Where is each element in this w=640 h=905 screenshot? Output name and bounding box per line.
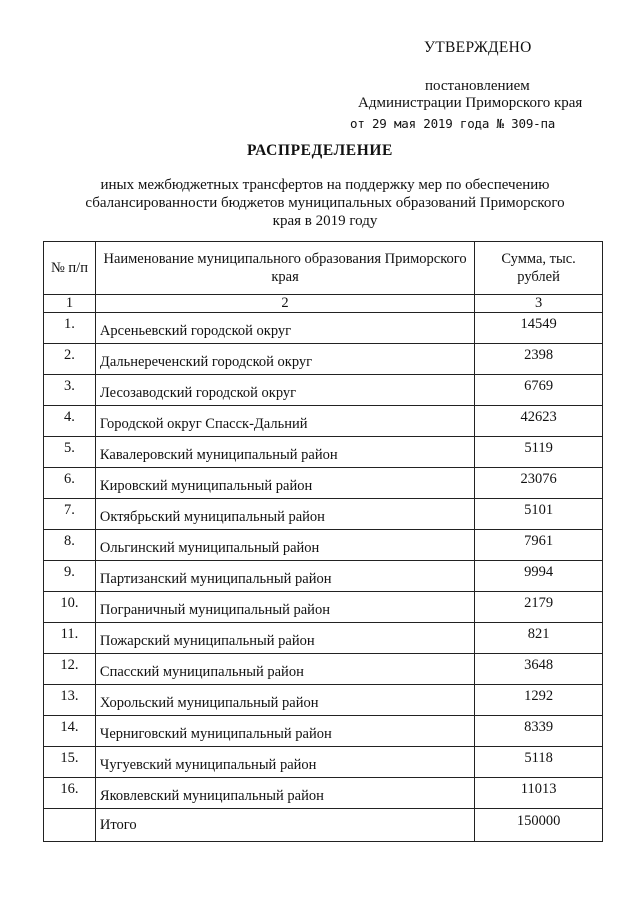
table-row (44, 437, 603, 468)
row-number: 12. (44, 654, 96, 685)
row-amount: 3648 (475, 654, 603, 685)
row-number: 15. (44, 747, 96, 778)
row-number: 11. (44, 623, 96, 654)
row-number: 5. (44, 437, 96, 468)
row-amount: 8339 (475, 716, 603, 747)
table-row (44, 623, 603, 654)
approval-stamp-title: УТВЕРЖДЕНО (424, 39, 532, 56)
row-number: 2. (44, 344, 96, 375)
row-number: 6. (44, 468, 96, 499)
approval-by-line: постановлением (425, 78, 530, 94)
approval-authority: Администрации Приморского края (358, 95, 583, 111)
row-amount: 5118 (475, 747, 603, 778)
column-index-1: 1 (44, 295, 96, 313)
row-municipality-name: Пожарский муниципальный район (95, 623, 474, 654)
row-municipality-name: Яковлевский муниципальный район (95, 778, 474, 809)
row-municipality-name: Спасский муниципальный район (95, 654, 474, 685)
table-row (44, 561, 603, 592)
table-row (44, 375, 603, 406)
row-number: 8. (44, 530, 96, 561)
total-number-empty (44, 809, 96, 842)
row-municipality-name: Партизанский муниципальный район (95, 561, 474, 592)
row-amount: 11013 (475, 778, 603, 809)
row-amount: 6769 (475, 375, 603, 406)
approval-date-number: от 29 мая 2019 года № 309-па (350, 116, 556, 131)
row-number: 1. (44, 313, 96, 344)
row-number: 9. (44, 561, 96, 592)
row-municipality-name: Кировский муниципальный район (95, 468, 474, 499)
row-number: 3. (44, 375, 96, 406)
table-row (44, 344, 603, 375)
table-total-row (44, 809, 603, 842)
table-row (44, 654, 603, 685)
table-header-row (44, 242, 603, 295)
row-number: 10. (44, 592, 96, 623)
row-number: 16. (44, 778, 96, 809)
row-amount: 9994 (475, 561, 603, 592)
row-amount: 23076 (475, 468, 603, 499)
row-municipality-name: Лесозаводский городской округ (95, 375, 474, 406)
row-municipality-name: Городской округ Спасск-Дальний (95, 406, 474, 437)
document-title: РАСПРЕДЕЛЕНИЕ (247, 142, 393, 159)
row-municipality-name: Хорольский муниципальный район (95, 685, 474, 716)
row-number: 14. (44, 716, 96, 747)
table-row (44, 499, 603, 530)
header-num: № п/п (44, 242, 96, 295)
table-row (44, 747, 603, 778)
row-number: 7. (44, 499, 96, 530)
column-index-3: 3 (475, 295, 603, 313)
row-number: 4. (44, 406, 96, 437)
table-row (44, 685, 603, 716)
row-amount: 14549 (475, 313, 603, 344)
row-amount: 2179 (475, 592, 603, 623)
table-row (44, 778, 603, 809)
column-index-2: 2 (95, 295, 474, 313)
row-amount: 1292 (475, 685, 603, 716)
table-row (44, 530, 603, 561)
row-amount: 5101 (475, 499, 603, 530)
table-row (44, 716, 603, 747)
row-municipality-name: Чугуевский муниципальный район (95, 747, 474, 778)
header-name: Наименование муниципального образования Приморского края (95, 242, 474, 295)
total-label: Итого (95, 809, 474, 842)
row-municipality-name: Арсеньевский городской округ (95, 313, 474, 344)
total-amount: 150000 (475, 809, 603, 842)
table-row (44, 468, 603, 499)
row-amount: 7961 (475, 530, 603, 561)
row-municipality-name: Кавалеровский муниципальный район (95, 437, 474, 468)
row-municipality-name: Дальнереченский городской округ (95, 344, 474, 375)
table-row (44, 406, 603, 437)
row-municipality-name: Октябрьский муниципальный район (95, 499, 474, 530)
table-row (44, 592, 603, 623)
row-number: 13. (44, 685, 96, 716)
distribution-table (43, 241, 603, 842)
row-amount: 2398 (475, 344, 603, 375)
row-amount: 821 (475, 623, 603, 654)
row-amount: 5119 (475, 437, 603, 468)
row-amount: 42623 (475, 406, 603, 437)
header-sum: Сумма, тыс. рублей (475, 242, 603, 295)
column-index-row (44, 295, 603, 313)
row-municipality-name: Черниговский муниципальный район (95, 716, 474, 747)
row-municipality-name: Пограничный муниципальный район (95, 592, 474, 623)
table-row (44, 313, 603, 344)
row-municipality-name: Ольгинский муниципальный район (95, 530, 474, 561)
document-subtitle: иных межбюджетных трансфертов на поддержку мер по обеспечению сбалансированности бюджетов муниципальных образований Приморского края в 2019 году (85, 177, 565, 229)
